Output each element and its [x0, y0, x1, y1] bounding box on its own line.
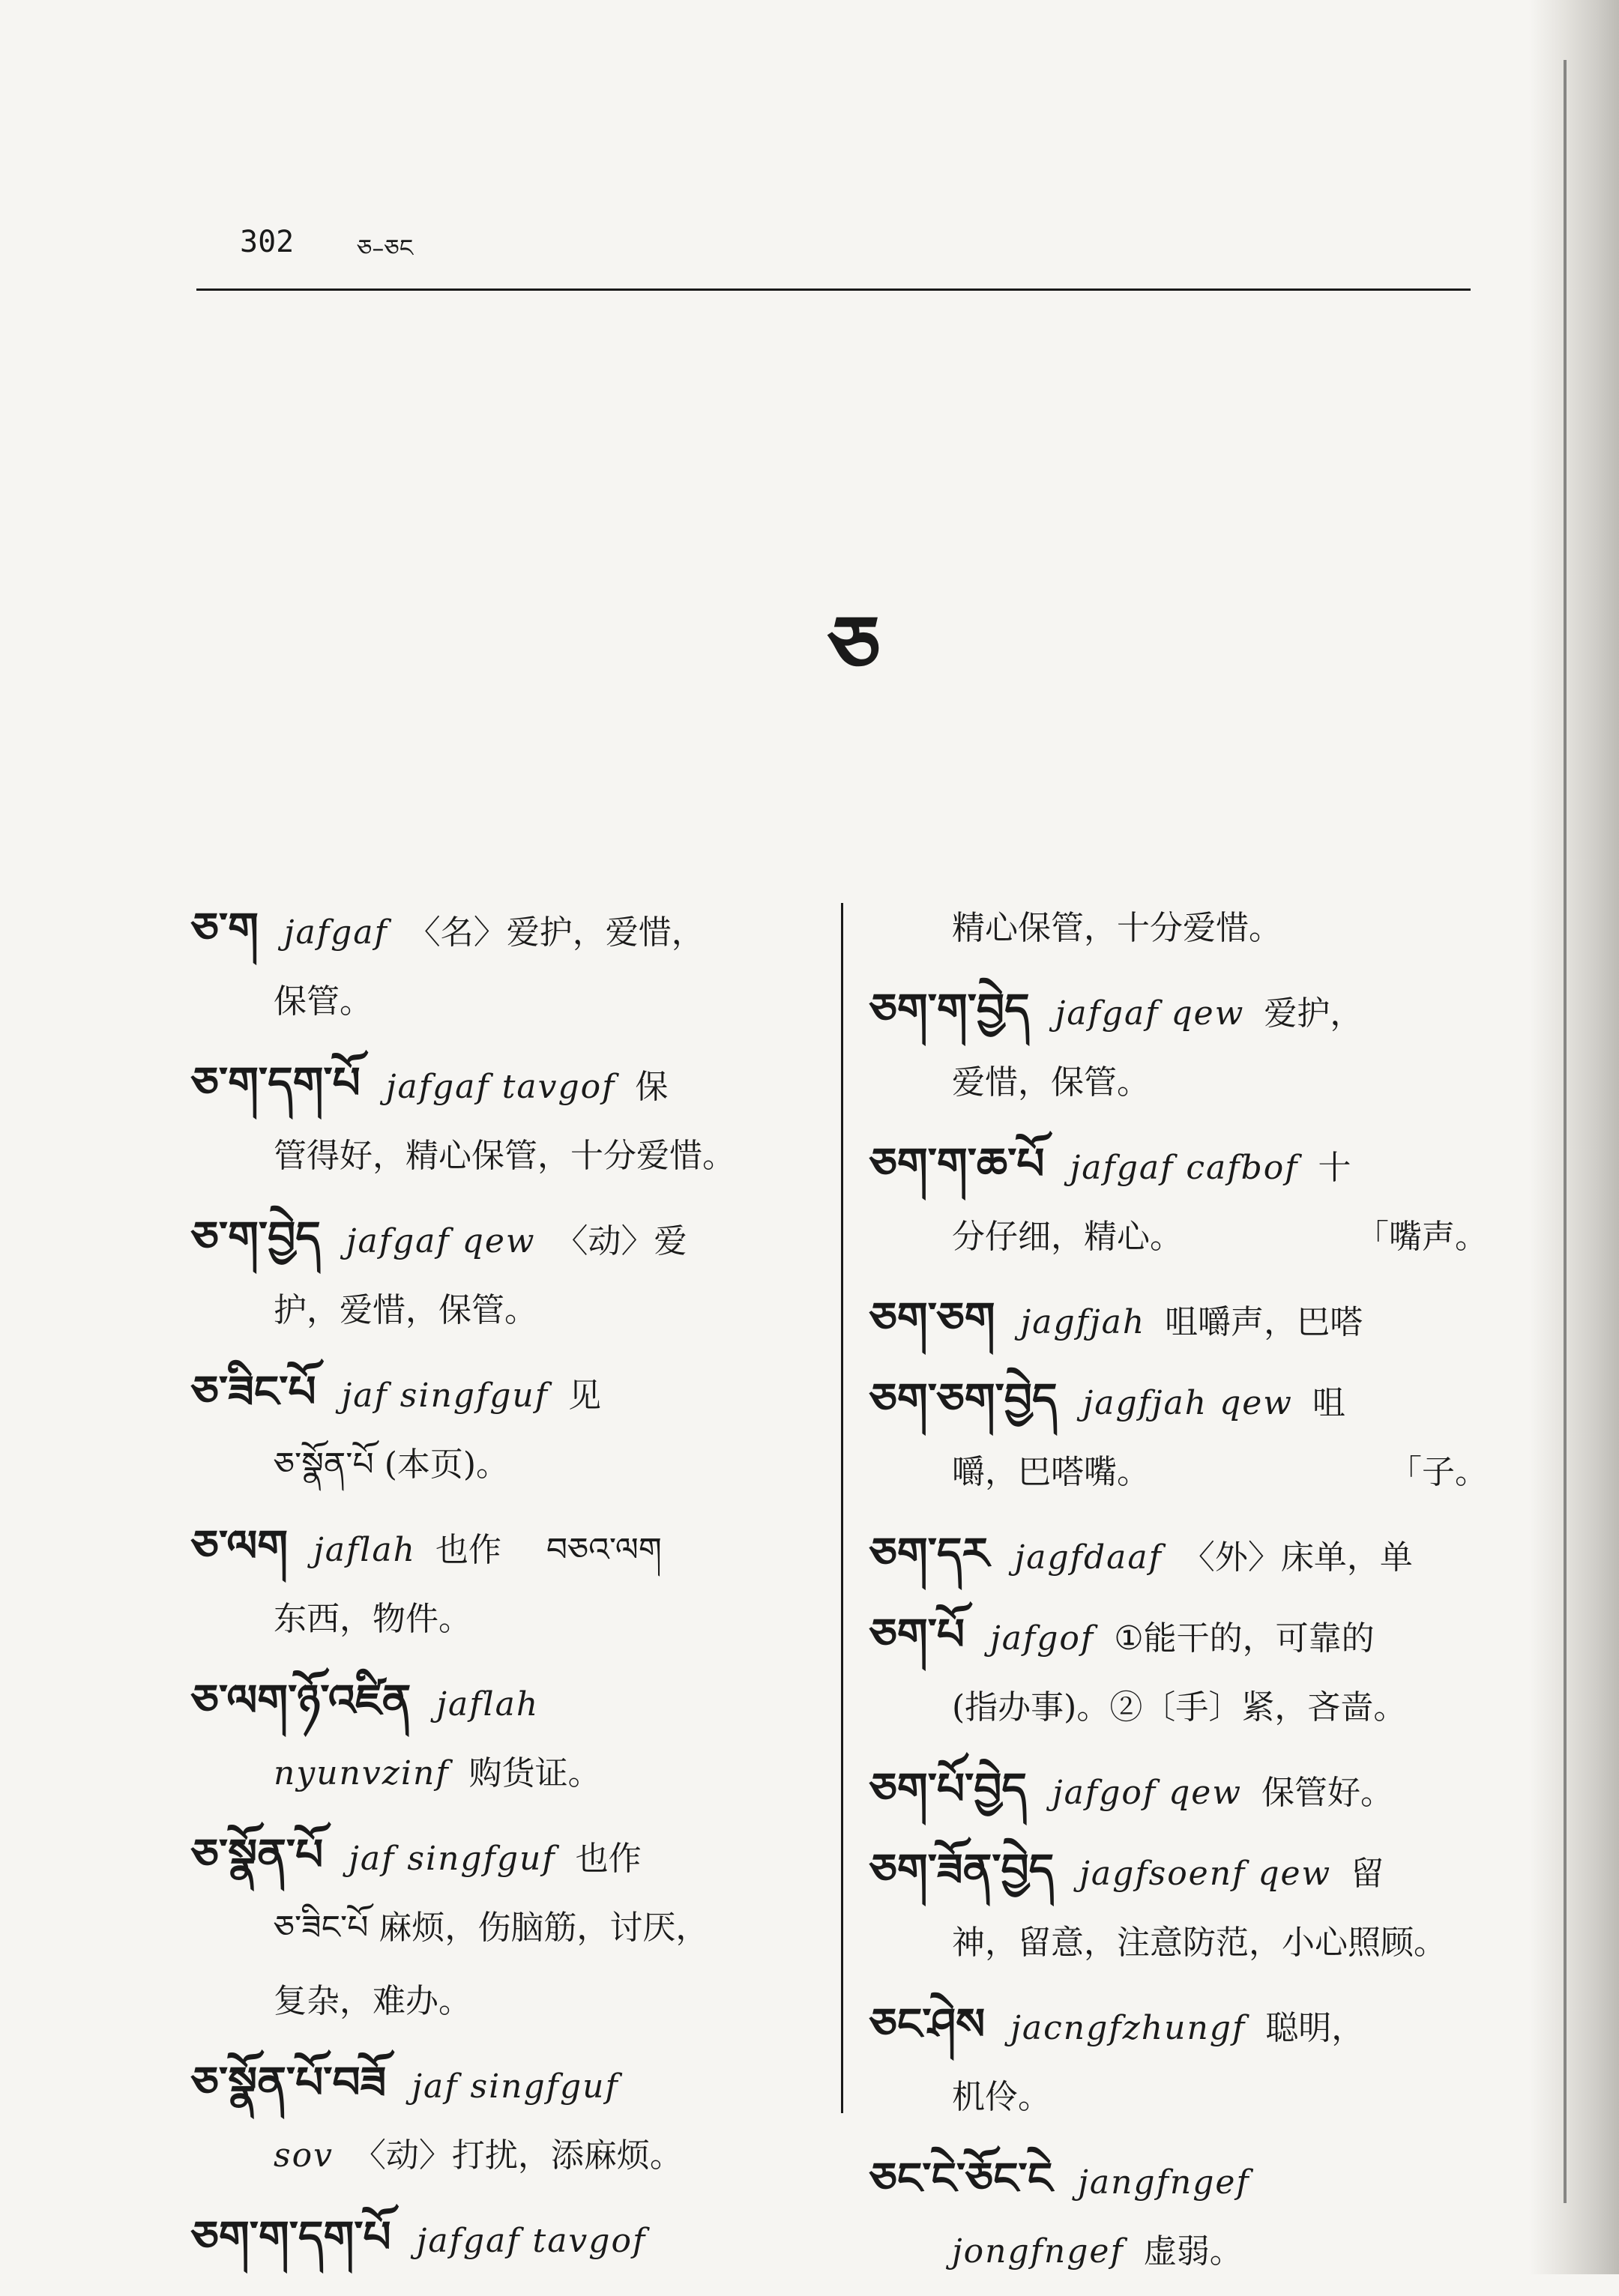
romanization: jacngfzhungf: [1010, 2009, 1246, 2047]
dictionary-entry: [869, 1598, 1488, 1744]
definition: 聪明，: [1265, 2009, 1365, 2047]
entry-line: [869, 2061, 1488, 2134]
romanization: jafgof qew: [1052, 1774, 1242, 1812]
definition: 留: [1351, 1855, 1384, 1893]
romanization: jafgof: [990, 1619, 1095, 1658]
romanization: jangfngef: [1078, 2163, 1250, 2202]
dictionary-entry: [191, 1200, 821, 1347]
definition: 保管。: [274, 982, 373, 1021]
entry-line: [869, 1127, 1488, 1200]
romanization: sov: [274, 2136, 334, 2175]
definition: 机伶。: [952, 2078, 1051, 2116]
entry-line: [191, 1274, 821, 1347]
dictionary-entry: [869, 1362, 1488, 1509]
romanization: jagfjah qew: [1082, 1384, 1293, 1422]
entry-line: [191, 965, 821, 1039]
romanization: jafgaf tavgof: [385, 1068, 616, 1106]
romanization: jafgaf: [283, 913, 388, 952]
definition: 购货证。: [468, 1754, 601, 1792]
dictionary-entry: [869, 1752, 1488, 1825]
headword: ཅག་ག་བྱེད: [869, 984, 1030, 1035]
entry-line: [869, 1598, 1488, 1671]
definition: (本页)。: [384, 1445, 510, 1484]
dictionary-entry: [869, 1987, 1488, 2134]
entry-line: [191, 1737, 821, 1810]
dictionary-entry: [191, 892, 821, 1039]
page-number: 302: [240, 225, 295, 259]
headword: ཅ་ག: [191, 903, 259, 954]
headword: ཅ་སྣོན་པོ་བཟོ: [191, 2057, 387, 2108]
dictionary-entry: [869, 1833, 1488, 1980]
headword: ཅག་ག་དག་པོ: [191, 2211, 391, 2262]
left-column: [191, 892, 821, 2281]
definition: 东西，物件。: [274, 1600, 471, 1638]
headword: ཅ་ག་བྱེད: [191, 1212, 321, 1263]
continuation-mark: 「嘴声。: [1356, 1218, 1488, 1256]
definition: 保管好。: [1261, 1774, 1393, 1812]
definition: ①能干的，可靠的: [1114, 1619, 1375, 1658]
definition: 爱惜，保管。: [952, 1063, 1150, 1102]
headword: ཅ་ལག: [191, 1520, 289, 1571]
dictionary-entry: [191, 1818, 821, 2038]
definition: 见: [568, 1377, 602, 1415]
dictionary-entry: [191, 1664, 821, 1810]
romanization: jaf singfguf: [411, 2067, 619, 2106]
entry-line: [191, 2119, 821, 2193]
dictionary-entry: [869, 1281, 1488, 1355]
headword: ཅག་པོ: [869, 1609, 965, 1660]
headword: ཅག་ཅག: [869, 1293, 995, 1344]
entry-line: [869, 1833, 1488, 1906]
tibetan-reference: ཅ་ཟིང་པོ: [274, 1909, 369, 1947]
page-range: ཅ–ཅང: [357, 234, 414, 262]
definition: 保: [635, 1068, 669, 1106]
dictionary-entry: [191, 2046, 821, 2193]
definition: 也作: [435, 1531, 501, 1569]
definition: 分仔细，精心。: [952, 1218, 1183, 1256]
entry-line: [191, 1664, 821, 1737]
romanization: jaflah: [436, 1685, 540, 1723]
definition: 咀嚼声，巴嗒: [1165, 1303, 1363, 1341]
entry-line: [191, 892, 821, 965]
dictionary-entry: [869, 1127, 1488, 1274]
entry-line: [869, 892, 1488, 965]
entry-line: [869, 2215, 1488, 2289]
entry-line: [869, 1987, 1488, 2061]
entry-line: [869, 1436, 1488, 1509]
definition: 麻烦，伤脑筋，讨厌，: [379, 1909, 709, 1947]
entry-line: [191, 2200, 821, 2274]
dictionary-entry: [869, 892, 1488, 965]
romanization: jagfdaaf: [1014, 1538, 1163, 1577]
romanization: jagfsoenf qew: [1079, 1855, 1332, 1893]
romanization: jaf singfguf: [349, 1840, 556, 1878]
definition: 〈名〉爱护，爱惜，: [407, 913, 705, 952]
entry-line: [869, 1362, 1488, 1436]
romanization: nyunvzinf: [274, 1754, 450, 1792]
definition: (指办事)。②〔手〕紧，吝啬。: [952, 1688, 1407, 1726]
entry-line: [191, 1428, 821, 1502]
romanization: jafgaf cafbof: [1070, 1149, 1299, 1187]
dictionary-entry: [191, 1509, 821, 1656]
dictionary-entry: [869, 973, 1488, 1120]
header-rule: [196, 288, 1471, 291]
definition: 〈动〉爱: [555, 1222, 687, 1260]
definition: 〈动〉打扰，添麻烦。: [352, 2136, 683, 2175]
entry-line: [869, 1281, 1488, 1355]
definition: 〈外〉床单，单: [1181, 1538, 1413, 1577]
dictionary-entry: [869, 1517, 1488, 1590]
entry-line: [191, 1509, 821, 1583]
definition: 虚弱。: [1143, 2232, 1243, 2271]
definition: 管得好，精心保管，十分爱惜。: [274, 1137, 735, 1175]
entry-line: [869, 1752, 1488, 1825]
entry-line: [869, 2142, 1488, 2215]
entry-line: [869, 1046, 1488, 1120]
romanization: jafgaf qew: [346, 1222, 536, 1260]
dictionary-entry: [191, 1046, 821, 1193]
headword: ཅག་ཟོན་བྱེད: [869, 1844, 1055, 1895]
definition: 也作: [575, 1840, 642, 1878]
romanization: jagfjah: [1020, 1303, 1146, 1341]
dictionary-entry: [191, 2200, 821, 2274]
headword: ཅ་ག་དག་པོ: [191, 1057, 361, 1108]
column-divider: [841, 903, 843, 2113]
definition: 神，留意，注意防范，小心照顾。: [952, 1924, 1447, 1962]
page-edge-shadow: [1529, 0, 1619, 2274]
entry-line: [191, 1818, 821, 1891]
entry-line: [191, 2046, 821, 2119]
entry-line: [869, 1906, 1488, 1980]
entry-line: [191, 1583, 821, 1656]
headword: ཅག་ཅག་བྱེད: [869, 1374, 1058, 1425]
entry-line: [191, 1355, 821, 1428]
headword: ཅ་སྣོན་པོ: [191, 1829, 324, 1880]
headword: ཅག་ག་ཆ་པོ: [869, 1138, 1045, 1189]
tibetan-variant: བཅའ་ལག: [546, 1531, 662, 1569]
definition: 嚼，巴嗒嘴。: [952, 1453, 1150, 1491]
headword: ཅང་ངེ་ཅོང་ངེ: [869, 2153, 1053, 2204]
entry-line: [869, 1517, 1488, 1590]
romanization: jafgaf tavgof: [416, 2222, 647, 2260]
romanization: jaf singfguf: [341, 1377, 549, 1415]
page-edge-line: [1564, 60, 1567, 2203]
entry-line: [191, 1120, 821, 1193]
definition: 咀: [1312, 1384, 1345, 1422]
definition: 精心保管，十分爱惜。: [952, 909, 1282, 947]
definition: 护，爱惜，保管。: [274, 1291, 537, 1329]
romanization: jaflah: [313, 1531, 416, 1569]
romanization: jafgaf qew: [1055, 994, 1245, 1033]
definition: 爱护，: [1264, 994, 1363, 1033]
entry-line: [191, 1046, 821, 1120]
entry-line: [191, 1891, 821, 1965]
entry-line: [191, 1200, 821, 1274]
section-letter: ཅ: [828, 598, 881, 694]
romanization: jongfngef: [952, 2232, 1124, 2271]
headword: ཅག་དར: [869, 1528, 989, 1579]
entry-line: [191, 1965, 821, 2038]
dictionary-entry: [869, 2142, 1488, 2289]
definition: 复杂，难办。: [274, 1982, 471, 2020]
definition: 十: [1318, 1149, 1351, 1187]
continuation-mark: 「子。: [1389, 1453, 1488, 1491]
headword: ཅ་ཟིང་པོ: [191, 1366, 316, 1417]
right-column: [869, 892, 1488, 2296]
entry-line: [869, 1200, 1488, 1274]
headword: ཅང་ཤེས: [869, 1999, 986, 2049]
entry-line: [869, 973, 1488, 1046]
entry-line: [869, 1671, 1488, 1744]
headword: ཅག་པོ་བྱེད: [869, 1763, 1028, 1814]
headword: ཅ་ལག་ཉོ་འཛིན: [191, 1675, 411, 1726]
tibetan-reference: ཅ་སྣོན་པོ: [274, 1445, 374, 1484]
dictionary-entry: [191, 1355, 821, 1502]
